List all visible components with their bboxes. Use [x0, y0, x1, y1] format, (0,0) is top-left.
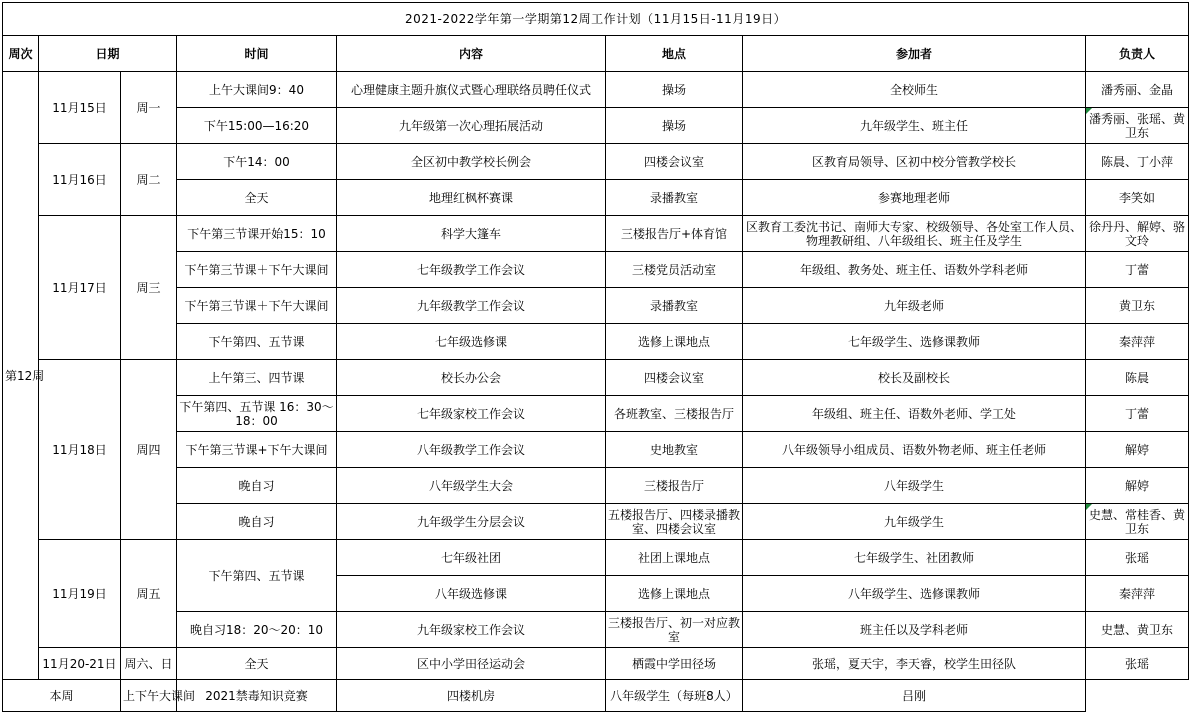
content-cell: 七年级社团 — [337, 540, 606, 576]
date-cell: 11月20-21日 — [39, 648, 121, 680]
participants-cell: 全校师生 — [743, 72, 1086, 108]
place-cell: 三楼报告厅+体育馆 — [606, 216, 743, 252]
time-cell: 晚自习 — [177, 468, 337, 504]
weekday-cell: 周五 — [121, 540, 177, 648]
place-cell: 社团上课地点 — [606, 540, 743, 576]
place-cell: 三楼报告厅 — [606, 468, 743, 504]
place-cell: 五楼报告厅、四楼录播教室、四楼会议室 — [606, 504, 743, 540]
participants-cell: 年级组、班主任、语数外老师、学工处 — [743, 396, 1086, 432]
table-row — [3, 648, 1189, 680]
owner-cell: 吕刚 — [743, 680, 1086, 712]
title-row — [3, 3, 1189, 36]
date-cell: 11月18日 — [39, 360, 121, 540]
time-cell: 下午第三节课开始15：10 — [177, 216, 337, 252]
header-row — [3, 36, 1189, 72]
weekday-cell: 周二 — [121, 144, 177, 216]
owner-cell: 丁蕾 — [1086, 252, 1189, 288]
content-cell: 心理健康主题升旗仪式暨心理联络员聘任仪式 — [337, 72, 606, 108]
participants-cell: 张瑶，夏天宇，李天睿，校学生田径队 — [743, 648, 1086, 680]
place-cell: 三楼党员活动室 — [606, 252, 743, 288]
content-cell: 2021禁毒知识竞赛 — [177, 680, 337, 712]
place-cell: 栖霞中学田径场 — [606, 648, 743, 680]
date-cell: 11月16日 — [39, 144, 121, 216]
owner-cell: 解婷 — [1086, 468, 1189, 504]
table-row — [3, 540, 1189, 576]
participants-cell: 八年级学生（每班8人） — [606, 680, 743, 712]
header-owner: 负责人 — [1086, 36, 1189, 72]
content-cell: 九年级教学工作会议 — [337, 288, 606, 324]
header-date: 日期 — [39, 36, 177, 72]
table-row — [3, 396, 1189, 432]
content-cell: 科学大篷车 — [337, 216, 606, 252]
time-cell: 下午第三节课+下午大课间 — [177, 432, 337, 468]
place-cell: 四楼机房 — [337, 680, 606, 712]
participants-cell: 年级组、教务处、班主任、语数外学科老师 — [743, 252, 1086, 288]
participants-cell: 区教育工委沈书记、南师大专家、校级领导、各处室工作人员、物理教研组、八年级组长、班主任及学生 — [743, 216, 1086, 252]
content-cell: 七年级家校工作会议 — [337, 396, 606, 432]
weekday-cell: 周三 — [121, 216, 177, 360]
table-row — [3, 504, 1189, 540]
place-cell: 录播教室 — [606, 288, 743, 324]
place-cell: 史地教室 — [606, 432, 743, 468]
place-cell: 选修上课地点 — [606, 324, 743, 360]
place-cell: 四楼会议室 — [606, 144, 743, 180]
time-cell: 下午第四、五节课 — [177, 324, 337, 360]
owner-cell: 潘秀丽、金晶 — [1086, 72, 1189, 108]
owner-cell: 张瑶 — [1086, 540, 1189, 576]
week-cell: 第12周 — [3, 72, 39, 680]
owner-cell: 史慧、常桂香、黄卫东 — [1086, 504, 1189, 540]
table-row — [3, 180, 1189, 216]
content-cell: 七年级教学工作会议 — [337, 252, 606, 288]
time-cell: 下午14：00 — [177, 144, 337, 180]
header-content: 内容 — [337, 36, 606, 72]
owner-cell: 秦萍萍 — [1086, 576, 1189, 612]
table-row — [3, 216, 1189, 252]
this-week-cell: 本周 — [3, 680, 121, 712]
time-cell: 下午第三节课＋下午大课间 — [177, 252, 337, 288]
content-cell: 八年级选修课 — [337, 576, 606, 612]
place-cell: 各班教室、三楼报告厅 — [606, 396, 743, 432]
table-row — [3, 108, 1189, 144]
participants-cell: 八年级学生、选修课教师 — [743, 576, 1086, 612]
time-cell: 上午第三、四节课 — [177, 360, 337, 396]
owner-cell: 张瑶 — [1086, 648, 1189, 680]
participants-cell: 参赛地理老师 — [743, 180, 1086, 216]
content-cell: 九年级学生分层会议 — [337, 504, 606, 540]
participants-cell: 八年级领导小组成员、语数外物老师、班主任老师 — [743, 432, 1086, 468]
participants-cell: 区教育局领导、区初中校分管教学校长 — [743, 144, 1086, 180]
table-row — [3, 612, 1189, 648]
time-cell: 上下午大课间 — [121, 680, 177, 712]
table-row — [3, 468, 1189, 504]
date-cell: 11月19日 — [39, 540, 121, 648]
content-cell: 地理红枫杯赛课 — [337, 180, 606, 216]
header-participants: 参加者 — [743, 36, 1086, 72]
place-cell: 录播教室 — [606, 180, 743, 216]
owner-cell: 史慧、黄卫东 — [1086, 612, 1189, 648]
owner-cell: 丁蕾 — [1086, 396, 1189, 432]
table-row — [3, 288, 1189, 324]
content-cell: 七年级选修课 — [337, 324, 606, 360]
schedule-table — [2, 2, 1189, 712]
time-cell: 晚自习 — [177, 504, 337, 540]
participants-cell: 校长及副校长 — [743, 360, 1086, 396]
time-cell: 全天 — [177, 648, 337, 680]
time-cell: 下午第四、五节课 — [177, 540, 337, 612]
time-cell: 晚自习18：20～20：10 — [177, 612, 337, 648]
time-cell: 下午第三节课＋下午大课间 — [177, 288, 337, 324]
content-cell: 区中小学田径运动会 — [337, 648, 606, 680]
weekday-cell: 周一 — [121, 72, 177, 144]
table-row — [3, 360, 1189, 396]
place-cell: 四楼会议室 — [606, 360, 743, 396]
table-row — [3, 72, 1189, 108]
header-time: 时间 — [177, 36, 337, 72]
participants-cell: 班主任以及学科老师 — [743, 612, 1086, 648]
time-cell: 全天 — [177, 180, 337, 216]
participants-cell: 九年级老师 — [743, 288, 1086, 324]
content-cell: 八年级教学工作会议 — [337, 432, 606, 468]
owner-cell: 陈晨、丁小萍 — [1086, 144, 1189, 180]
participants-cell: 八年级学生 — [743, 468, 1086, 504]
content-cell: 校长办公会 — [337, 360, 606, 396]
header-week: 周次 — [3, 36, 39, 72]
participants-cell: 九年级学生、班主任 — [743, 108, 1086, 144]
owner-cell: 李笑如 — [1086, 180, 1189, 216]
participants-cell: 九年级学生 — [743, 504, 1086, 540]
owner-cell: 徐丹丹、解婷、骆文玲 — [1086, 216, 1189, 252]
place-cell: 操场 — [606, 108, 743, 144]
table-row — [3, 252, 1189, 288]
sheet-title: 2021-2022学年第一学期第12周工作计划（11月15日-11月19日） — [3, 3, 1189, 36]
date-cell: 11月17日 — [39, 216, 121, 360]
time-cell: 下午第四、五节课 16：30～18：00 — [177, 396, 337, 432]
place-cell: 三楼报告厅、初一对应教室 — [606, 612, 743, 648]
table-row — [3, 144, 1189, 180]
place-cell: 操场 — [606, 72, 743, 108]
place-cell: 选修上课地点 — [606, 576, 743, 612]
time-cell: 上午大课间9：40 — [177, 72, 337, 108]
owner-cell: 秦萍萍 — [1086, 324, 1189, 360]
table-row — [3, 324, 1189, 360]
weekday-cell: 周六、日 — [121, 648, 177, 680]
content-cell: 全区初中教学校长例会 — [337, 144, 606, 180]
table-row — [3, 432, 1189, 468]
participants-cell: 七年级学生、选修课教师 — [743, 324, 1086, 360]
time-cell: 下午15:00—16:20 — [177, 108, 337, 144]
owner-cell: 解婷 — [1086, 432, 1189, 468]
date-cell: 11月15日 — [39, 72, 121, 144]
header-place: 地点 — [606, 36, 743, 72]
weekday-cell: 周四 — [121, 360, 177, 540]
participants-cell: 七年级学生、社团教师 — [743, 540, 1086, 576]
content-cell: 八年级学生大会 — [337, 468, 606, 504]
owner-cell: 陈晨 — [1086, 360, 1189, 396]
schedule-sheet — [2, 2, 1189, 712]
table-row — [3, 680, 1189, 712]
content-cell: 九年级家校工作会议 — [337, 612, 606, 648]
owner-cell: 黄卫东 — [1086, 288, 1189, 324]
owner-cell: 潘秀丽、张瑶、黄卫东 — [1086, 108, 1189, 144]
content-cell: 九年级第一次心理拓展活动 — [337, 108, 606, 144]
